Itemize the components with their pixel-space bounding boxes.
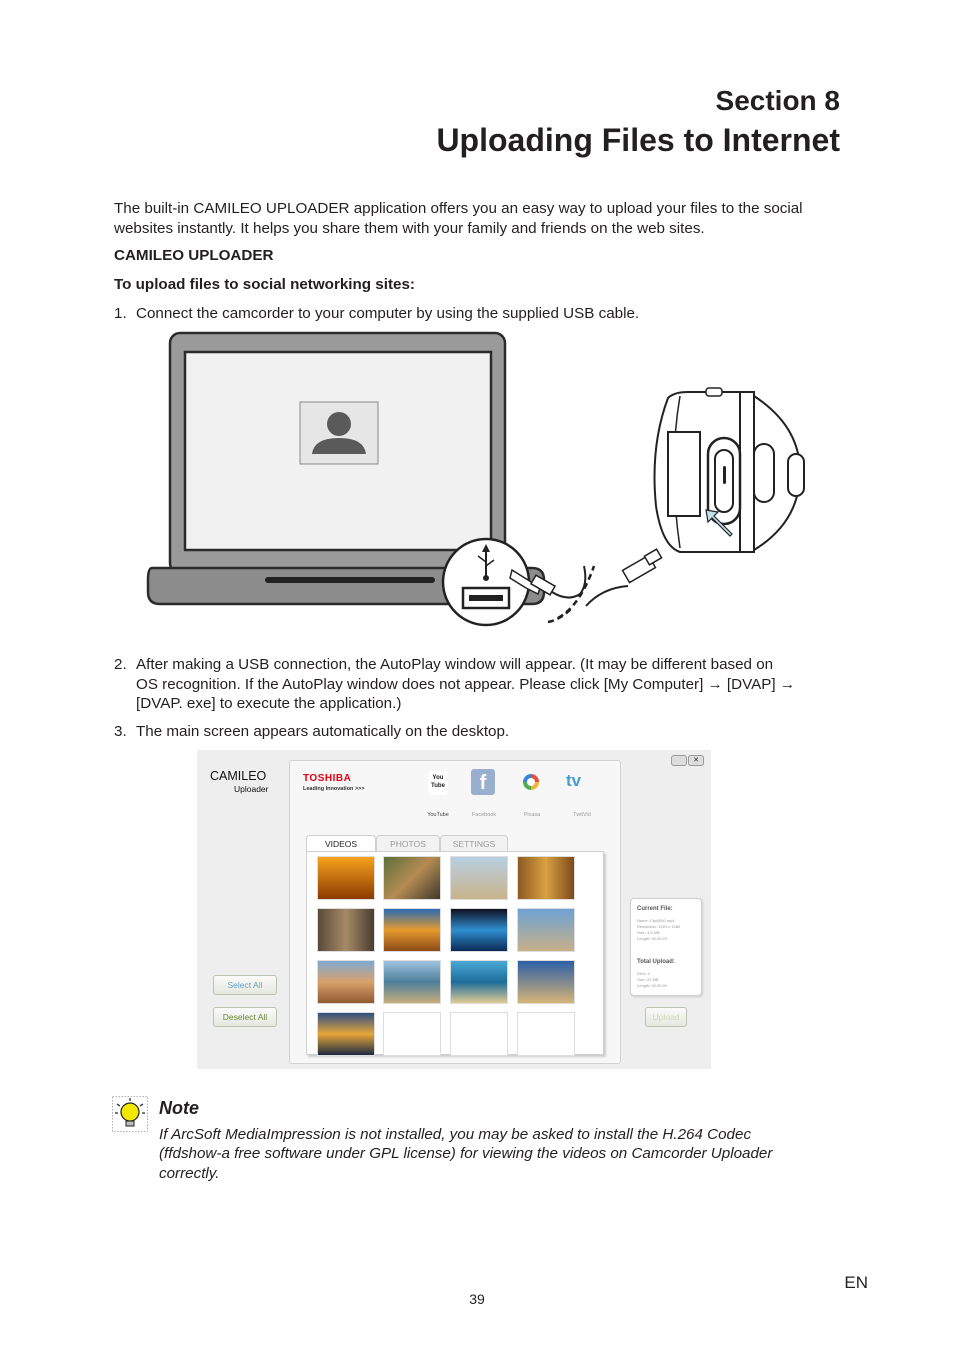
media-thumbnail[interactable] xyxy=(517,908,575,952)
service-label-facebook: Facebook xyxy=(471,812,497,818)
media-thumbnail-empty xyxy=(450,1012,508,1056)
media-thumbnail[interactable] xyxy=(317,856,375,900)
minimize-icon[interactable] xyxy=(671,755,687,766)
service-label-youtube: YouTube xyxy=(427,812,449,818)
page-number: 39 xyxy=(469,1291,485,1307)
camileo-uploader-window xyxy=(197,750,711,1069)
subheading: CAMILEO UPLOADER xyxy=(114,247,274,264)
note-title: Note xyxy=(159,1098,199,1118)
youtube-icon-text: You Tube xyxy=(431,775,445,789)
intro-paragraph: The built-in CAMILEO UPLOADER application offers you an easy way to upload your files to the social websites instantly. It helps you share them with your family and friends on the web sites. xyxy=(114,200,803,237)
upload-button[interactable]: Upload xyxy=(645,1007,687,1027)
total-upload-label: Total Upload: xyxy=(637,959,675,965)
step-number: 1. xyxy=(114,305,127,322)
upload-info-panel xyxy=(630,898,702,996)
media-thumbnail[interactable] xyxy=(450,960,508,1004)
current-file-name: Name: Clip0000.mp4 xyxy=(637,918,675,923)
facebook-icon[interactable]: f xyxy=(471,769,495,795)
tab-settings[interactable]: SETTINGS xyxy=(440,835,508,852)
step-text-line-2: OS recognition. If the AutoPlay window does not appear. Please click [My Computer] → [DVAP] → xyxy=(136,676,796,693)
step-2 xyxy=(114,655,844,715)
main-panel xyxy=(289,760,621,1064)
media-thumbnail[interactable] xyxy=(317,908,375,952)
app-brand-sub: Uploader xyxy=(234,784,269,794)
section-number: Section 8 xyxy=(715,85,840,116)
media-thumbnail[interactable] xyxy=(383,856,441,900)
media-thumbnail-empty xyxy=(517,1012,575,1056)
note-body-line-3: correctly. xyxy=(159,1164,220,1182)
language-label: EN xyxy=(844,1273,868,1292)
select-all-button[interactable]: Select All xyxy=(213,975,277,995)
total-upload-length: Length: 00:00:00 xyxy=(637,983,668,988)
media-thumbnail[interactable] xyxy=(383,960,441,1004)
current-file-resolution: Resolution: 1920 x 1080 xyxy=(637,924,681,929)
total-upload-size: Size: 20 MB xyxy=(637,977,659,982)
twitvid-icon[interactable]: tv xyxy=(566,771,582,790)
page-title: Uploading Files to Internet xyxy=(436,122,840,158)
step-number: 3. xyxy=(114,723,127,740)
usb-cable-right xyxy=(586,549,662,606)
youtube-icon[interactable] xyxy=(428,771,448,795)
media-thumbnail[interactable] xyxy=(317,960,375,1004)
media-thumbnail[interactable] xyxy=(517,856,575,900)
media-thumbnail[interactable] xyxy=(317,1012,375,1056)
step-text-line-3: [DVAP. exe] to execute the application.) xyxy=(136,695,402,712)
step-text-line-1: After making a USB connection, the AutoPlay window will appear. (It may be different based on xyxy=(136,656,774,673)
media-grid xyxy=(306,851,604,1055)
step-3 xyxy=(114,722,844,742)
step-number: 2. xyxy=(114,656,127,673)
total-upload-details xyxy=(637,971,667,989)
media-thumbnail[interactable] xyxy=(517,960,575,1004)
close-icon[interactable]: ✕ xyxy=(688,755,704,766)
media-thumbnail[interactable] xyxy=(450,908,508,952)
note-body xyxy=(159,1125,849,1183)
picasa-icon-center xyxy=(527,778,535,786)
tab-photos[interactable]: PHOTOS xyxy=(376,835,440,852)
service-label-twitvid: TwitVid xyxy=(573,812,591,818)
toshiba-tagline: Leading Innovation >>> xyxy=(303,786,365,792)
step-1 xyxy=(114,304,844,324)
note-body-line-2: (ffdshow-a free software under GPL license) for viewing the videos on Camcorder Uploader xyxy=(159,1145,773,1163)
app-brand: CAMILEO xyxy=(210,769,267,783)
current-file-details xyxy=(637,918,680,942)
total-upload-files: Files: 4 xyxy=(637,971,650,976)
lightbulb-icon xyxy=(112,1096,148,1132)
camcorder-illustration xyxy=(655,388,805,552)
media-thumbnail[interactable] xyxy=(450,856,508,900)
procedure-heading: To upload files to social networking sites: xyxy=(114,276,415,293)
step-text: The main screen appears automatically on the desktop. xyxy=(136,723,510,740)
media-thumbnail[interactable] xyxy=(383,908,441,952)
current-file-length: Length: 00:00:23 xyxy=(637,936,668,941)
media-thumbnail-empty xyxy=(383,1012,441,1056)
note-body-line-1: If ArcSoft MediaImpression is not installed, you may be asked to install the H.264 Codec xyxy=(159,1126,752,1143)
current-file-size: Size: 4.6 MB xyxy=(637,930,660,935)
tab-videos[interactable]: VIDEOS xyxy=(306,835,376,852)
service-label-picasa: Picasa xyxy=(523,812,541,818)
current-file-label: Current File: xyxy=(637,906,673,912)
deselect-all-button[interactable]: Deselect All xyxy=(213,1007,277,1027)
toshiba-logo: TOSHIBA xyxy=(303,773,352,784)
usb-connection-illustration xyxy=(140,326,820,632)
step-text: Connect the camcorder to your computer by using the supplied USB cable. xyxy=(136,305,640,322)
